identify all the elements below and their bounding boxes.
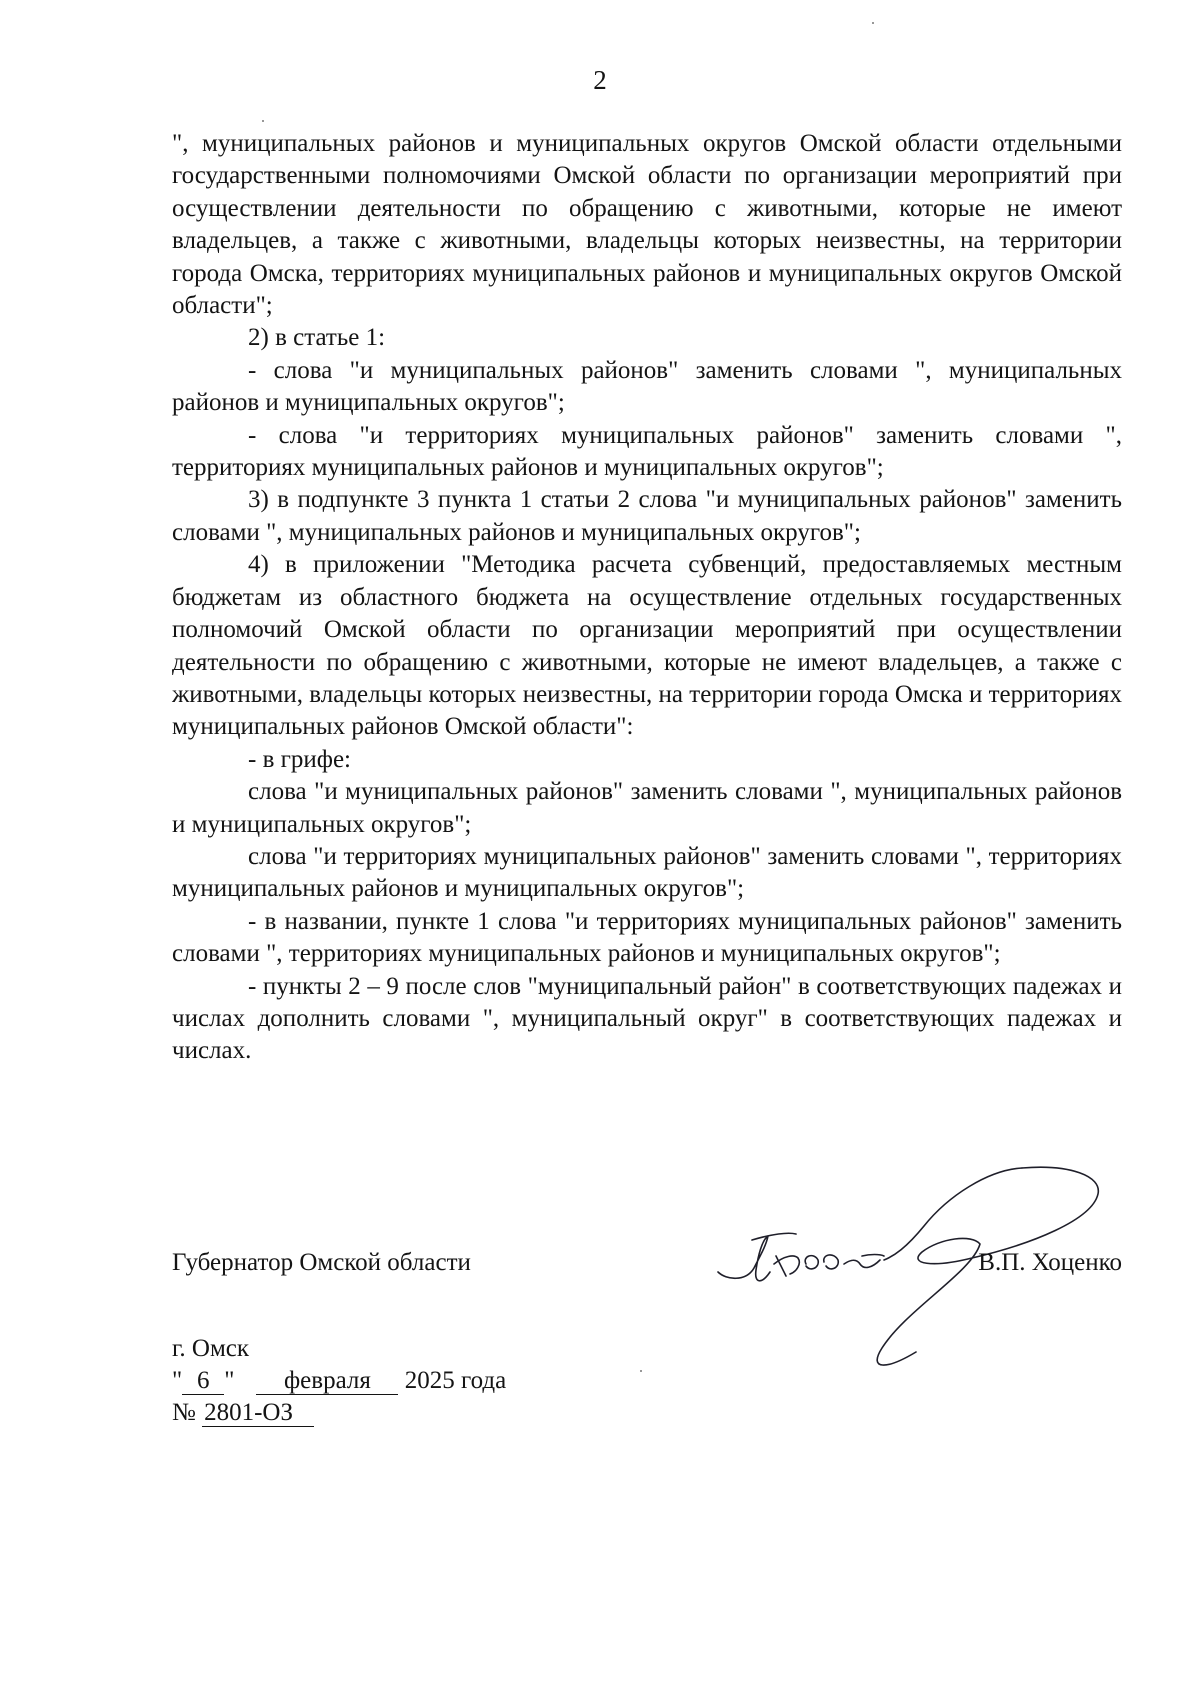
paragraph-item-2-b: - слова "и территориях муниципальных районов" заменить словами ", территориях муниципальных районов и муниципальных округов"; — [172, 421, 1122, 482]
law-number: 2801-ОЗ — [202, 1400, 314, 1427]
paragraph-item-4-griff: - в грифе: — [248, 745, 352, 773]
date-quote-open: " — [172, 1367, 183, 1394]
paragraph-item-3: 3) в подпункте 3 пункта 1 статьи 2 слова "и муниципальных районов" заменить словами ", муниципальных районов и муниципальных округов"; — [172, 486, 1122, 546]
paragraph-item-4-title: - в названии, пункте 1 слова "и территориях муниципальных районов" заменить словами ", территориях муниципальных районов и муниципальных округов"; — [172, 907, 1122, 968]
paragraph-item-4-points: - пункты 2 – 9 после слов "муниципальный район" в соответствующих падежах и числах дополнить словами ", муниципальный округ" в соответствующих падежах и числах. — [172, 972, 1122, 1065]
scan-speck — [262, 120, 264, 122]
date-year: 2025 года — [404, 1367, 507, 1394]
governor-title: Губернатор Омской области — [172, 1249, 471, 1276]
page-number: 2 — [593, 65, 607, 95]
date-line — [172, 1365, 672, 1397]
date-month: февраля — [256, 1368, 398, 1395]
paragraph-item-4: 4) в приложении "Методика расчета субвенций, предоставляемых местным бюджетам из областного бюджета на осуществление отдельных государственных полномочий Омской области по организации мероприятий при осуществлении деятельности по обращению с животными, которые не имеют владельцев, а также с животными, владельцы которых неизвестны, на территории города Омска и территориях муниципальных районов Омской области": — [172, 551, 1122, 741]
number-sign: № — [172, 1399, 196, 1426]
paragraph-item-2: 2) в статье 1: — [248, 324, 386, 352]
document-footer — [172, 1333, 672, 1429]
paragraph-item-4-griff-a: слова "и муниципальных районов" заменить словами ", муниципальных районов и муниципальных округов"; — [172, 778, 1122, 838]
paragraph-item-2-a: - слова "и муниципальных районов" заменить словами ", муниципальных районов и муниципальных округов"; — [172, 356, 1122, 417]
date-quote-close: " — [224, 1367, 235, 1394]
date-day: 6 — [182, 1368, 224, 1395]
scan-speck — [872, 22, 874, 24]
document-body — [172, 128, 1122, 1068]
paragraph-item-4-griff-b: слова "и территориях муниципальных районов" заменить словами ", территориях муниципальных районов и муниципальных округов"; — [172, 842, 1122, 903]
governor-name: В.П. Хоценко — [978, 1249, 1122, 1276]
signature-block — [172, 1233, 1122, 1333]
city-line — [172, 1333, 672, 1365]
number-line — [172, 1397, 672, 1429]
paragraph-continuation: ", муниципальных районов и муниципальных округов Омской области отдельными государственными полномочиями Омской области по организации мероприятий при осуществлении деятельности по обращению с животными, которые не имеют владельцев, а также с животными, владельцы которых неизвестны, на территории города Омска, территориях муниципальных районов и муниципальных округов Омской области"; — [172, 130, 1122, 320]
scan-speck — [640, 1370, 642, 1372]
city-label: г. Омск — [172, 1335, 250, 1362]
